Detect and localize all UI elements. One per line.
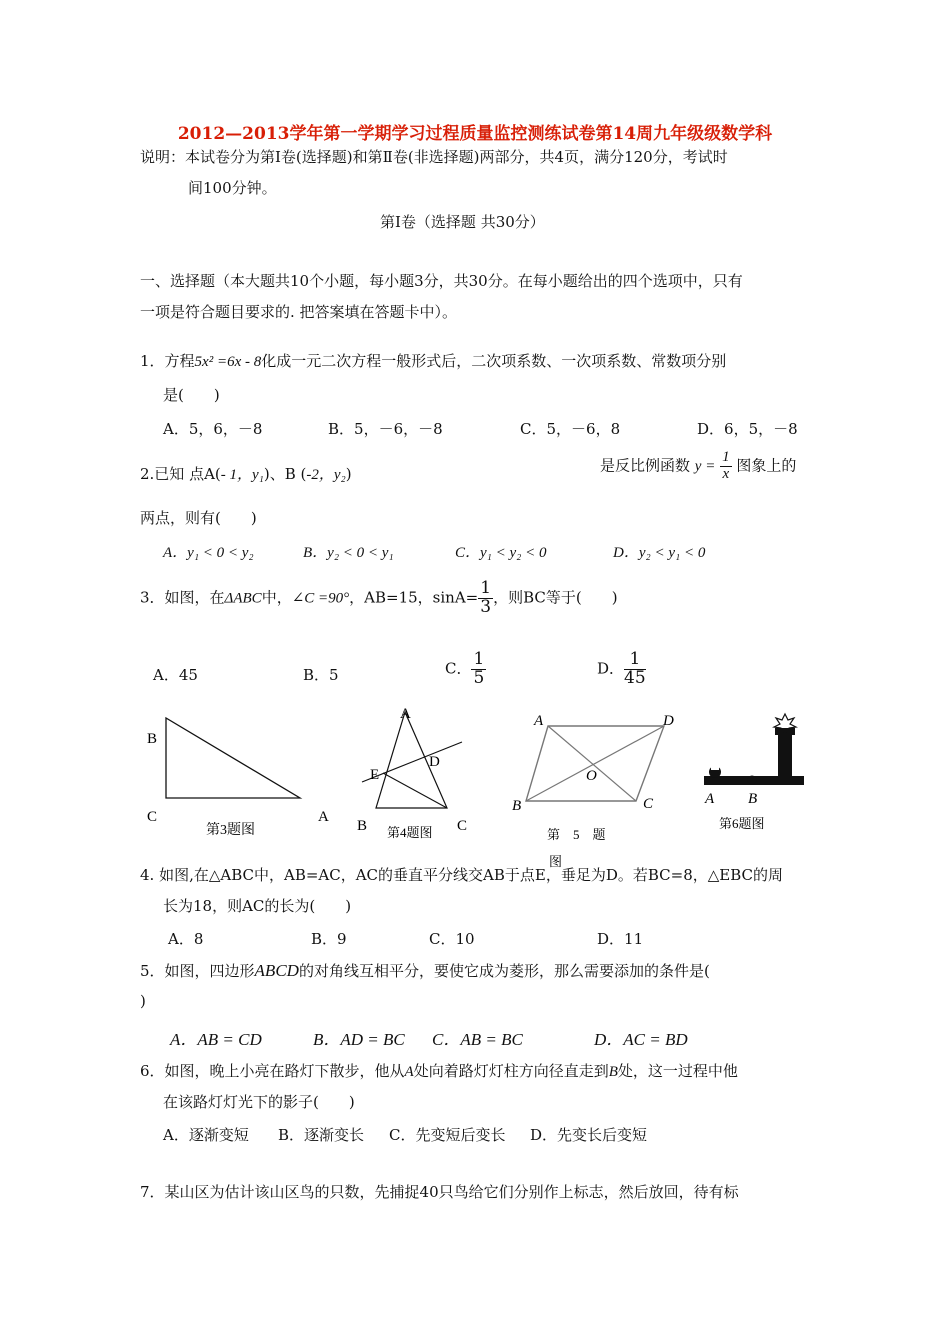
q5-option-c: C．AB = BC bbox=[432, 1030, 523, 1049]
fig3-triangle bbox=[166, 718, 300, 798]
fig5-diagonal-bd bbox=[526, 726, 664, 801]
q2-end: ) bbox=[345, 465, 352, 483]
q3-d-den: 45 bbox=[624, 667, 646, 688]
question-6 bbox=[140, 1060, 738, 1081]
fig3-label-c: C bbox=[147, 809, 158, 825]
q2-right-suffix: 图象上的 bbox=[736, 456, 797, 475]
fig6-lamp-post bbox=[778, 734, 792, 779]
q2-func-num: 1 bbox=[722, 449, 730, 465]
q1-prefix: 1．方程 bbox=[140, 352, 195, 370]
question-1 bbox=[140, 350, 726, 371]
page-title: 2012—2013学年第一学期学习过程质量监控测练试卷第14周九年级级数学科 bbox=[177, 124, 773, 144]
q4-option-b: B．9 bbox=[311, 930, 347, 948]
fig5-caption-line1: 第 5 题 bbox=[547, 827, 606, 842]
fig4-caption: 第4题图 bbox=[387, 825, 433, 840]
q2-prefix: 2.已知 点A( bbox=[140, 465, 221, 483]
q3-c-den: 5 bbox=[473, 667, 485, 688]
q1-equation: 5x² =6x - 8 bbox=[194, 354, 262, 370]
q2-point-b: -2，y₂ bbox=[306, 467, 346, 483]
fig4-label-d: D bbox=[429, 754, 440, 770]
fig6-person-face bbox=[711, 766, 719, 770]
q3-frac-num: 1 bbox=[480, 578, 492, 598]
q3-option-b: B．5 bbox=[303, 666, 339, 684]
q2-mid: )、B ( bbox=[263, 465, 307, 483]
q1-option-c: C．5，－6，8 bbox=[520, 420, 621, 438]
q1-line2: 是( ) bbox=[163, 386, 220, 404]
q6-point-a: A bbox=[404, 1064, 414, 1080]
fig5-label-d: D bbox=[663, 713, 674, 729]
q2-option-a: A．y₁ < 0 < y₂ bbox=[163, 545, 254, 561]
fig6-label-b: B bbox=[748, 791, 758, 807]
q3-d-num: 1 bbox=[624, 651, 646, 670]
q2-right-prefix: 是反比例函数 bbox=[600, 456, 691, 475]
figure-5 bbox=[512, 713, 674, 869]
q6-option-a: A．逐渐变短 bbox=[163, 1126, 249, 1144]
q3-c-num: 1 bbox=[473, 649, 485, 669]
fig5-label-o: O bbox=[586, 768, 597, 784]
q3-option-c bbox=[445, 651, 486, 688]
q5-suffix: 的对角线互相平分，要使它成为菱形，那么需要添加的条件是( bbox=[298, 962, 710, 980]
q3-option-a: A．45 bbox=[153, 666, 198, 684]
fig5-label-a: A bbox=[534, 713, 544, 729]
q6-line1-b: 处向着路灯灯柱方向径直走到 bbox=[413, 1062, 609, 1080]
q3-option-d-label: D． bbox=[597, 659, 625, 678]
q5-line2: ) bbox=[140, 992, 146, 1010]
q3-option-c-label: C． bbox=[445, 659, 472, 678]
q5-prefix: 5．如图，四边形 bbox=[140, 962, 255, 980]
q3-angle: ∠C =90° bbox=[291, 590, 350, 607]
q4-option-a: A．8 bbox=[168, 930, 204, 948]
q2-func-den: x bbox=[722, 465, 730, 482]
q2-option-b: B．y₂ < 0 < y₁ bbox=[303, 545, 394, 561]
q3-frac-den: 3 bbox=[480, 596, 492, 617]
fig4-label-b: B bbox=[357, 818, 368, 834]
q3-option-d-fraction bbox=[624, 651, 646, 688]
q3-prefix: 3．如图，在 bbox=[140, 588, 225, 607]
q3-mid1: 中， bbox=[261, 588, 292, 607]
q1-option-b: B．5，－6，－8 bbox=[328, 420, 443, 438]
fig4-label-a: A bbox=[400, 706, 411, 722]
q3-mid2: ，AB=15，sinA= bbox=[349, 588, 479, 607]
q6-option-d: D．先变长后变短 bbox=[530, 1126, 648, 1144]
q1-option-d: D．6，5，－8 bbox=[697, 420, 798, 438]
fig3-label-a: A bbox=[318, 809, 329, 825]
q4-line2: 长为18，则AC的长为( ) bbox=[163, 897, 352, 915]
fig4-segment-ec bbox=[383, 773, 447, 808]
q1-suffix: 化成一元二次方程一般形式后，二次项系数、一次项系数、常数项分别 bbox=[261, 352, 727, 370]
section1-line2: 一项是符合题目要求的. 把答案填在答题卡中）。 bbox=[140, 303, 458, 321]
q5-option-a: A．AB = CD bbox=[170, 1030, 262, 1049]
q7-line1: 7．某山区为估计该山区鸟的只数，先捕捉40只鸟给它们分别作上标志，然后放回，待有标 bbox=[140, 1183, 739, 1201]
q5-option-b: B．AD = BC bbox=[313, 1030, 405, 1049]
q4-option-c: C．10 bbox=[429, 930, 475, 948]
q2-option-d: D．y₂ < y₁ < 0 bbox=[613, 545, 706, 561]
q4-line1: 4. 如图,在△ABC中，AB=AC，AC的垂直平分线交AB于点E，垂足为D。若BC=8，△EBC的周 bbox=[140, 866, 784, 884]
q3-fraction bbox=[478, 580, 493, 617]
fig5-diagonal-ac bbox=[548, 726, 636, 801]
q1-option-a: A．5，6，－8 bbox=[163, 420, 263, 438]
fig3-caption: 第3题图 bbox=[206, 823, 255, 838]
q5-option-d: D．AC = BD bbox=[594, 1030, 688, 1049]
q6-line1-a: 6．如图，晚上小亮在路灯下散步，他从 bbox=[140, 1062, 405, 1080]
q3-suffix: ，则BC等于( ) bbox=[493, 588, 618, 607]
q6-point-b: B bbox=[608, 1064, 618, 1080]
fig5-label-b: B bbox=[512, 798, 522, 814]
instructions-line2: 间100分钟。 bbox=[188, 179, 277, 197]
q6-line1-c: 处，这一过程中他 bbox=[617, 1062, 738, 1080]
q3-option-c-fraction bbox=[471, 651, 486, 688]
fig5-caption-line2: 图 bbox=[549, 854, 563, 869]
q2-option-c: C．y₁ < y₂ < 0 bbox=[455, 545, 547, 561]
q6-line2: 在该路灯灯光下的影子( ) bbox=[163, 1093, 355, 1111]
fig5-label-c: C bbox=[643, 796, 654, 812]
q3-triangle: ΔABC bbox=[224, 590, 262, 607]
fig3-label-b: B bbox=[147, 731, 158, 747]
figure-4 bbox=[357, 706, 467, 840]
q2-point-a: - 1，y₁ bbox=[220, 467, 264, 483]
fig4-label-e: E bbox=[370, 767, 380, 783]
instructions-line1: 说明：本试卷分为第Ⅰ卷(选择题)和第Ⅱ卷(非选择题)两部分，共4页，满分120分，考试时 bbox=[140, 148, 728, 166]
q3-option-d bbox=[597, 651, 646, 688]
fig6-label-a: A bbox=[705, 791, 715, 807]
q5-quad: ABCD bbox=[254, 961, 299, 980]
q2-func-fraction bbox=[720, 450, 732, 483]
fig4-label-c: C bbox=[457, 818, 468, 834]
part1-heading: 第Ⅰ卷（选择题 共30分） bbox=[380, 213, 545, 231]
section1-line1: 一、选择题（本大题共10个小题，每小题3分，共30分。在每小题给出的四个选项中，只有 bbox=[140, 272, 743, 290]
fig6-point-b-dot bbox=[748, 776, 757, 785]
q4-option-d: D．11 bbox=[597, 930, 644, 948]
figure-3 bbox=[147, 718, 329, 838]
question-2 bbox=[140, 463, 352, 484]
q2-line2: 两点，则有( ) bbox=[140, 509, 257, 527]
figure-6 bbox=[704, 714, 804, 831]
question-3 bbox=[140, 580, 618, 617]
q2-function-clause bbox=[600, 450, 796, 483]
fig6-caption: 第6题图 bbox=[719, 816, 765, 831]
q2-func-lhs: y = bbox=[694, 458, 716, 475]
figures-row bbox=[0, 700, 950, 870]
question-5 bbox=[140, 960, 710, 981]
q6-option-c: C．先变短后变长 bbox=[389, 1126, 506, 1144]
q6-option-b: B．逐渐变长 bbox=[278, 1126, 365, 1144]
